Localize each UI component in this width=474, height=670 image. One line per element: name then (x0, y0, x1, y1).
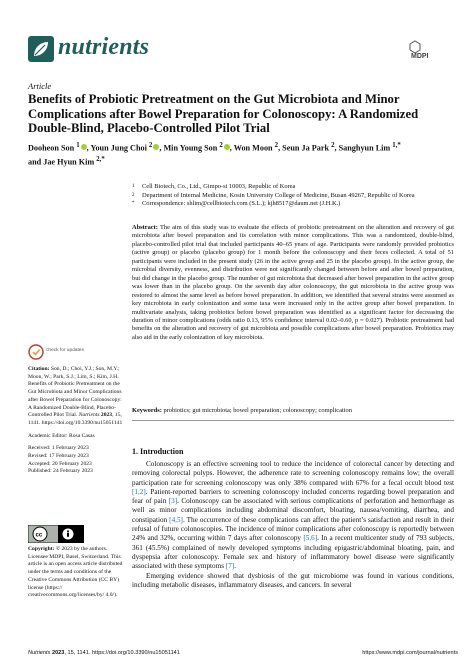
updates-badge-text: check for updates (46, 348, 84, 353)
affiliation-item: 1 Cell Biotech, Co., Ltd., Gimpo-si 10003, Republic of Korea (132, 183, 296, 190)
footer-journal-url[interactable]: https://www.mdpi.com/journal/nutrients (362, 650, 458, 656)
mdpi-logo-text: MDPI (411, 53, 429, 60)
journal-logo-icon (28, 36, 54, 62)
correspondence: * Correspondence: shlim@cellbiotech.com (S.L.); kjh8517@daum.net (J.H.K.) (132, 200, 341, 208)
citation-link[interactable]: [7] (225, 562, 235, 571)
check-for-updates-badge[interactable] (28, 342, 88, 362)
mdpi-logo[interactable] (408, 40, 442, 60)
citation-link[interactable]: [1,2] (132, 487, 146, 496)
date-published: Published: 24 February 2023 (28, 468, 93, 475)
page-footer (28, 650, 458, 656)
article-title: Benefits of Probiotic Pretreatment on the Gut Microbiota and Minor Complications after Bowel Preparation for Colonoscopy: A Randomized Double-Blind, Placebo-Controlled Pilot Trial (28, 92, 419, 136)
academic-editor: Academic Editor: Rosa Casas (28, 432, 95, 439)
citation-link[interactable]: [3] (168, 497, 178, 506)
article-type: Article (28, 81, 52, 91)
citation-block: Citation: Son, D.; Choi, Y.J.; Son, M.Y.; Moon, W.; Park, S.J.; Lim, S.; Kim, J.H. Benefits of Probiotic Pretreatment on the Gut Microbiota and Minor Complications after Bowel Preparation for Colonoscopy: A Randomized Double-Blind, Placebo-Controlled Pilot Trial. Nutrients 2023, 15, 1141. https://doi.org/10.3390/nu15051141 (28, 366, 123, 426)
date-accepted: Accepted: 20 February 2023 (28, 460, 92, 467)
sidebar-meta (28, 366, 123, 476)
paragraph: Colonoscopy is an effective screening tool to reduce the incidence of colorectal cancer by detecting and removing colorectal polyps. However, the adherence rate to screening colonoscopy remains low; the overall participation rate for screening colonoscopy was only 38% compared with 67% for a fecal occult blood test [1,2]. Patient-reported barriers to screening colonoscopy included concerns regarding bowel preparation and fear of pain [3]. Colonoscopy can be associated with serious complications of perforation and hemorrhage as well as minor complications including abdominal discomfort, bloating, nausea/vomiting, diarrhea, and constipation [4,5]. The occurrence of these complications can affect the patient’s satisfaction and result in their refusal of future colonoscopies. The incidence of minor complications after colonoscopy is reportedly between 24% and 32%, occurring within 7 days after colonoscopy [5,6]. In a recent multicenter study of 793 subjects, 361 (45.5%) complained of newly developed symptoms including epigastric/abdominal bloating, pain, and dyspepsia after colonoscopy. Female sex and history of inflammatory bowel disease were significantly associated with these symptoms [7]. (132, 460, 455, 571)
citation-link[interactable]: [5,6] (303, 534, 318, 543)
abstract (132, 224, 454, 342)
author-list: Dooheon Son $^1$ , Youn Jung Choi $^2$ , Min Young Son $^2$ , Won Moon $^2$, Seun Ja Park $^2$, Sanghyun Lim $^{1,*}$ and Jae Hyun Kim $^{2,*}$ (28, 142, 401, 167)
author-text[interactable]: Dooheon Son (28, 143, 77, 153)
keywords (132, 407, 454, 415)
copyright-block: Copyright: © 2023 by the authors. Licensee MDPI, Basel, Switzerland. This article is an open access article distributed under the terms and conditions of the Creative Commons Attribution (CC BY) license (https:// creativecommons.org/licenses/by/ 4.0/). (28, 546, 123, 599)
affiliations (132, 183, 452, 209)
introduction-text (132, 460, 454, 590)
keywords-label: Keywords: (132, 407, 162, 414)
affiliation-item: 2 Department of Internal Medicine, Kosin University College of Medicine, Busan 49267, Republic of Korea (132, 191, 415, 199)
paragraph: Emerging evidence showed that dysbiosis of the gut microbiome was found in various conditions, including metabolic diseases, inflammatory diseases, and cancers. In several (132, 571, 454, 589)
date-received: Received: 1 February 2023 (28, 445, 89, 452)
date-revised: Revised: 17 February 2023 (28, 453, 89, 460)
divider (132, 420, 454, 421)
abstract-label: Abstract: (132, 224, 158, 231)
journal-name[interactable]: nutrients (58, 34, 150, 60)
abstract-text: The aim of this study was to evaluate the effects of probiotic pretreatment on the alteration and recovery of gut microbiota after bowel preparation and its correlation with minor complications. This was a randomized, double-blind, placebo-controlled pilot trial that included participants 40–65 years of age. Participants were randomly provided probiotics (active group) or placebo (placebo group) for 1 month before the colonoscopy and their feces collected. A total of 51 participants were included in the present study (26 in the active group and 25 in the placebo group). In the active group, the microbial diversity, evenness, and distribution were not significantly changed between before and after bowel preparation, but did change in the placebo group. The number of gut microbiota that decreased after bowel preparation in the active group was lower than in the placebo group. On the seventh day after colonoscopy, the gut microbiota in the active group was restored to almost the same level as before bowel preparation. In addition, we identified that several strains were assumed as key microbiota in early colonization and some taxa were increased only in the active group after bowel preparation. In multivariate analysis, taking probiotics before bowel preparation was identified as a significant factor for decreasing the duration of minor complications (odds ratio 0.13, 95% confidence interval 0.02–0.60, p = 0.027). Probiotic pretreatment had benefits on the alteration and recovery of gut microbiota and possible complications after bowel preparation. Probiotics may also aid in the early colonization of key microbiota. (132, 224, 455, 341)
svg-text:cc: cc (35, 532, 43, 539)
footer-citation: Nutrients 2023, 15, 1141. https://doi.org/10.3390/nu15051141 (28, 650, 180, 656)
section-title: 1. Introduction (132, 447, 184, 456)
citation-link[interactable]: [4,5] (169, 515, 183, 524)
keywords-text: probiotics; gut microbiota; bowel preparation; colonoscopy; complication (163, 407, 352, 414)
cc-by-license-icon[interactable] (28, 525, 84, 543)
